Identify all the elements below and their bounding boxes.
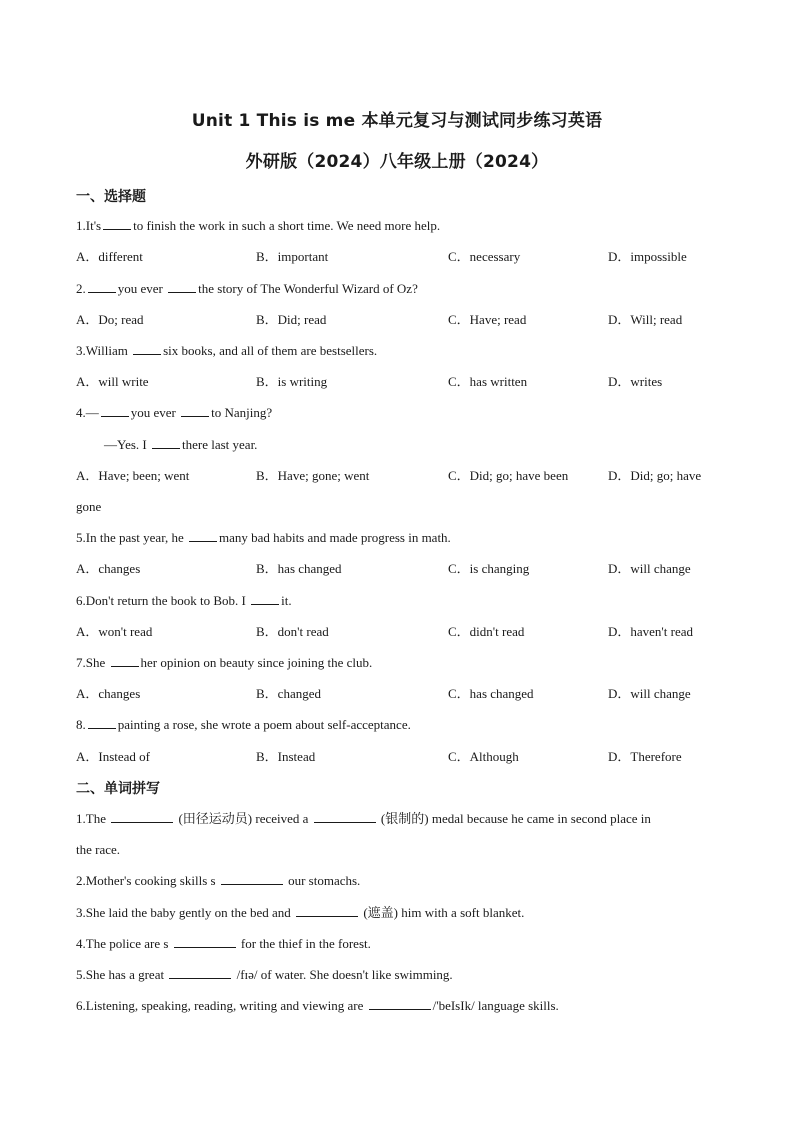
option-d: D．impossible xyxy=(608,249,687,264)
option-c: C．has changed xyxy=(448,686,534,701)
spelling-item-3: 3.She laid the baby gently on the bed and (遮盖) him with a soft blanket. xyxy=(76,905,525,920)
spelling-item-4: 4.The police are s for the thief in the forest. xyxy=(76,936,371,951)
question-4: 4.— you ever to Nanjing? xyxy=(76,405,273,420)
option-b: B．Did; read xyxy=(256,312,327,327)
option-b: B．changed xyxy=(256,686,321,701)
page-title: Unit 1 This is me 本单元复习与测试同步练习英语 xyxy=(191,111,603,131)
question-5: 5.In the past year, he many bad habits and made progress in math. xyxy=(76,530,451,545)
option-d-wrap: gone xyxy=(76,499,102,514)
option-a: A．Instead of xyxy=(76,749,151,764)
option-c: C．is changing xyxy=(448,561,530,576)
option-d: D．Will; read xyxy=(608,312,683,327)
answer-blank xyxy=(221,872,283,885)
option-a: A．different xyxy=(76,249,143,264)
option-d: D．haven't read xyxy=(608,624,694,639)
section-heading-spelling: 二、单词拼写 xyxy=(76,781,160,797)
option-c: C．Have; read xyxy=(448,312,527,327)
answer-blank xyxy=(181,404,209,417)
answer-blank xyxy=(103,217,131,230)
option-b: B．don't read xyxy=(256,624,329,639)
answer-blank xyxy=(369,997,431,1010)
answer-blank xyxy=(88,280,116,293)
answer-blank xyxy=(152,436,180,449)
option-b: B．is writing xyxy=(256,374,328,389)
page-subtitle: 外研版（2024）八年级上册（2024） xyxy=(245,152,549,172)
option-d: D．Did; go; have xyxy=(608,468,702,483)
question-7: 7.She her opinion on beauty since joining the club. xyxy=(76,655,373,670)
option-c: C．Did; go; have been xyxy=(448,468,569,483)
question-2: 2. you ever the story of The Wonderful Wizard of Oz? xyxy=(76,281,418,296)
spelling-item-1-wrap: the race. xyxy=(76,842,121,857)
option-a: A．changes xyxy=(76,561,141,576)
option-c: C．didn't read xyxy=(448,624,525,639)
question-6: 6.Don't return the book to Bob. I it. xyxy=(76,593,292,608)
option-a: A．changes xyxy=(76,686,141,701)
option-c: C．necessary xyxy=(448,249,521,264)
answer-blank xyxy=(101,404,129,417)
answer-blank xyxy=(251,592,279,605)
spelling-item-5: 5.She has a great /fɪə/ of water. She doesn't like swimming. xyxy=(76,967,453,982)
answer-blank xyxy=(88,716,116,729)
question-4-reply: —Yes. I there last year. xyxy=(104,437,258,452)
answer-blank xyxy=(111,654,139,667)
option-b: B．Have; gone; went xyxy=(256,468,370,483)
option-c: C．Although xyxy=(448,749,519,764)
question-1: 1.It's to finish the work in such a short time. We need more help. xyxy=(76,218,441,233)
option-a: A．won't read xyxy=(76,624,153,639)
option-a: A．Have; been; went xyxy=(76,468,190,483)
spelling-item-6: 6.Listening, speaking, reading, writing and viewing are /'beIsIk/ language skills. xyxy=(76,998,559,1013)
answer-blank xyxy=(174,935,236,948)
option-d: D．will change xyxy=(608,686,691,701)
spelling-item-2: 2.Mother's cooking skills s our stomachs. xyxy=(76,873,361,888)
option-b: B．has changed xyxy=(256,561,342,576)
answer-blank xyxy=(168,280,196,293)
option-d: D．Therefore xyxy=(608,749,682,764)
option-b: B．important xyxy=(256,249,329,264)
option-a: A．will write xyxy=(76,374,149,389)
answer-blank xyxy=(111,810,173,823)
section-heading-multiple-choice: 一、选择题 xyxy=(76,189,146,205)
question-3: 3.William six books, and all of them are bestsellers. xyxy=(76,343,378,358)
answer-blank xyxy=(169,966,231,979)
answer-blank xyxy=(189,529,217,542)
option-a: A．Do; read xyxy=(76,312,144,327)
option-c: C．has written xyxy=(448,374,528,389)
answer-blank xyxy=(296,904,358,917)
option-d: D．will change xyxy=(608,561,691,576)
spelling-item-1: 1.The (田径运动员) received a (银制的) medal because he came in second place in xyxy=(76,811,651,826)
option-b: B．Instead xyxy=(256,749,316,764)
answer-blank xyxy=(133,342,161,355)
option-d: D．writes xyxy=(608,374,663,389)
question-8: 8. painting a rose, she wrote a poem about self-acceptance. xyxy=(76,717,411,732)
answer-blank xyxy=(314,810,376,823)
